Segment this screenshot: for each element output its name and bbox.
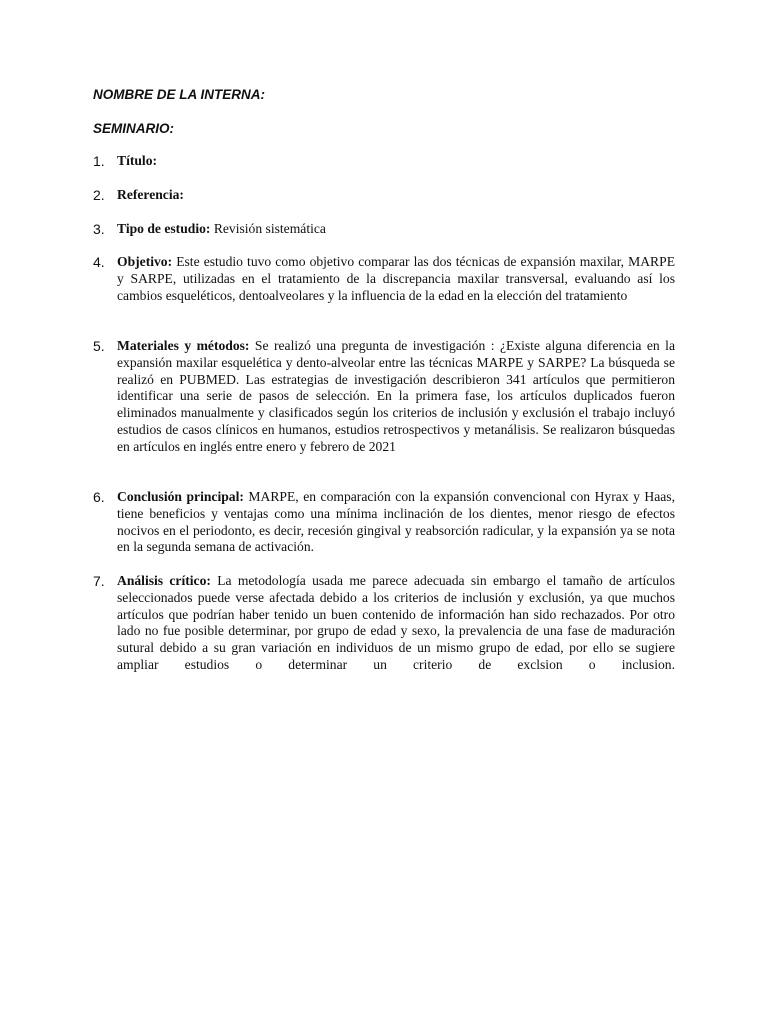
list-item-conclusion [93,489,675,556]
intern-name-label: NOMBRE DE LA INTERNA: [93,87,265,102]
item-label: Objetivo: [117,254,173,269]
item-body [117,573,675,674]
list-item-methods [93,338,675,456]
item-body [117,338,675,456]
item-number: 6. [93,489,105,505]
item-text: Se realizó una pregunta de investigación : ¿Existe alguna diferencia en la expansión maxilar esquelética y dento-alveolar entre las técnicas MARPE y SARPE? La búsqueda se realizó en PUBMED. Las estrategias de investigación describieron 341 artículos que permitieron identificar una serie de pasos de selección. En la primera fase, los artículos duplicados fueron eliminados manualmente y clasificados según los criterios de inclusión y exclusión el trabajo incluyó estudios de casos clínicos en humanos, estudios retrospectivos y metanálisis. Se realizaron búsquedas en artículos en inglés entre enero y febrero de 2021 [117,338,675,454]
item-number: 2. [93,187,105,203]
list-item-critical-analysis [93,573,675,674]
item-number: 4. [93,254,105,270]
item-number: 3. [93,221,105,237]
item-body [117,254,675,304]
item-text: MARPE, en comparación con la expansión convencional con Hyrax y Haas, tiene beneficios y ventajas como una mínima inclinación de los dientes, menor riesgo de efectos nocivos en el periodonto, es decir, recesión gingival y reabsorción radicular, y la expansión ya se nota en la segunda semana de activación. [117,489,675,555]
item-number: 1. [93,153,105,169]
list-item-study-type [93,221,675,238]
item-label: Título: [117,153,158,168]
item-number: 5. [93,338,105,354]
item-label: Análisis crítico: [117,573,211,588]
item-number: 7. [93,573,105,589]
item-label: Materiales y métodos: [117,338,250,353]
list-item-title [93,153,675,170]
seminar-label: SEMINARIO: [93,121,174,136]
item-body [117,221,675,238]
item-body [117,489,675,556]
item-body [117,187,675,204]
item-text: Este estudio tuvo como objetivo comparar las dos técnicas de expansión maxilar, MARPE y SARPE, utilizadas en el tratamiento de la discrepancia maxilar transversal, evaluando así los cambios esqueléticos, dentoalveolares y la influencia de la edad en la elección del tratamiento [117,254,675,303]
item-text: La metodología usada me parece adecuada sin embargo el tamaño de artículos seleccionados puede verse afectada debido a los criterios de inclusión y exclusión, ya que muchos artículos que podrían haber tenido un buen contenido de información han sido rechazados. Por otro lado no fue posible determinar, por grupo de edad y sexo, la prevalencia de una fase de maduración sutural debido a su gran variación en individuos de un mismo grupo de edad, por ello se sugiere ampliar estudios o determinar un criterio de exclsion o inclusion. [117,573,675,672]
item-label: Conclusión principal: [117,489,244,504]
item-label: Referencia: [117,187,184,202]
list-item-objective [93,254,675,304]
item-label: Tipo de estudio: [117,221,211,236]
list-item-reference [93,187,675,204]
item-text: Revisión sistemática [210,221,326,236]
item-body [117,153,675,170]
